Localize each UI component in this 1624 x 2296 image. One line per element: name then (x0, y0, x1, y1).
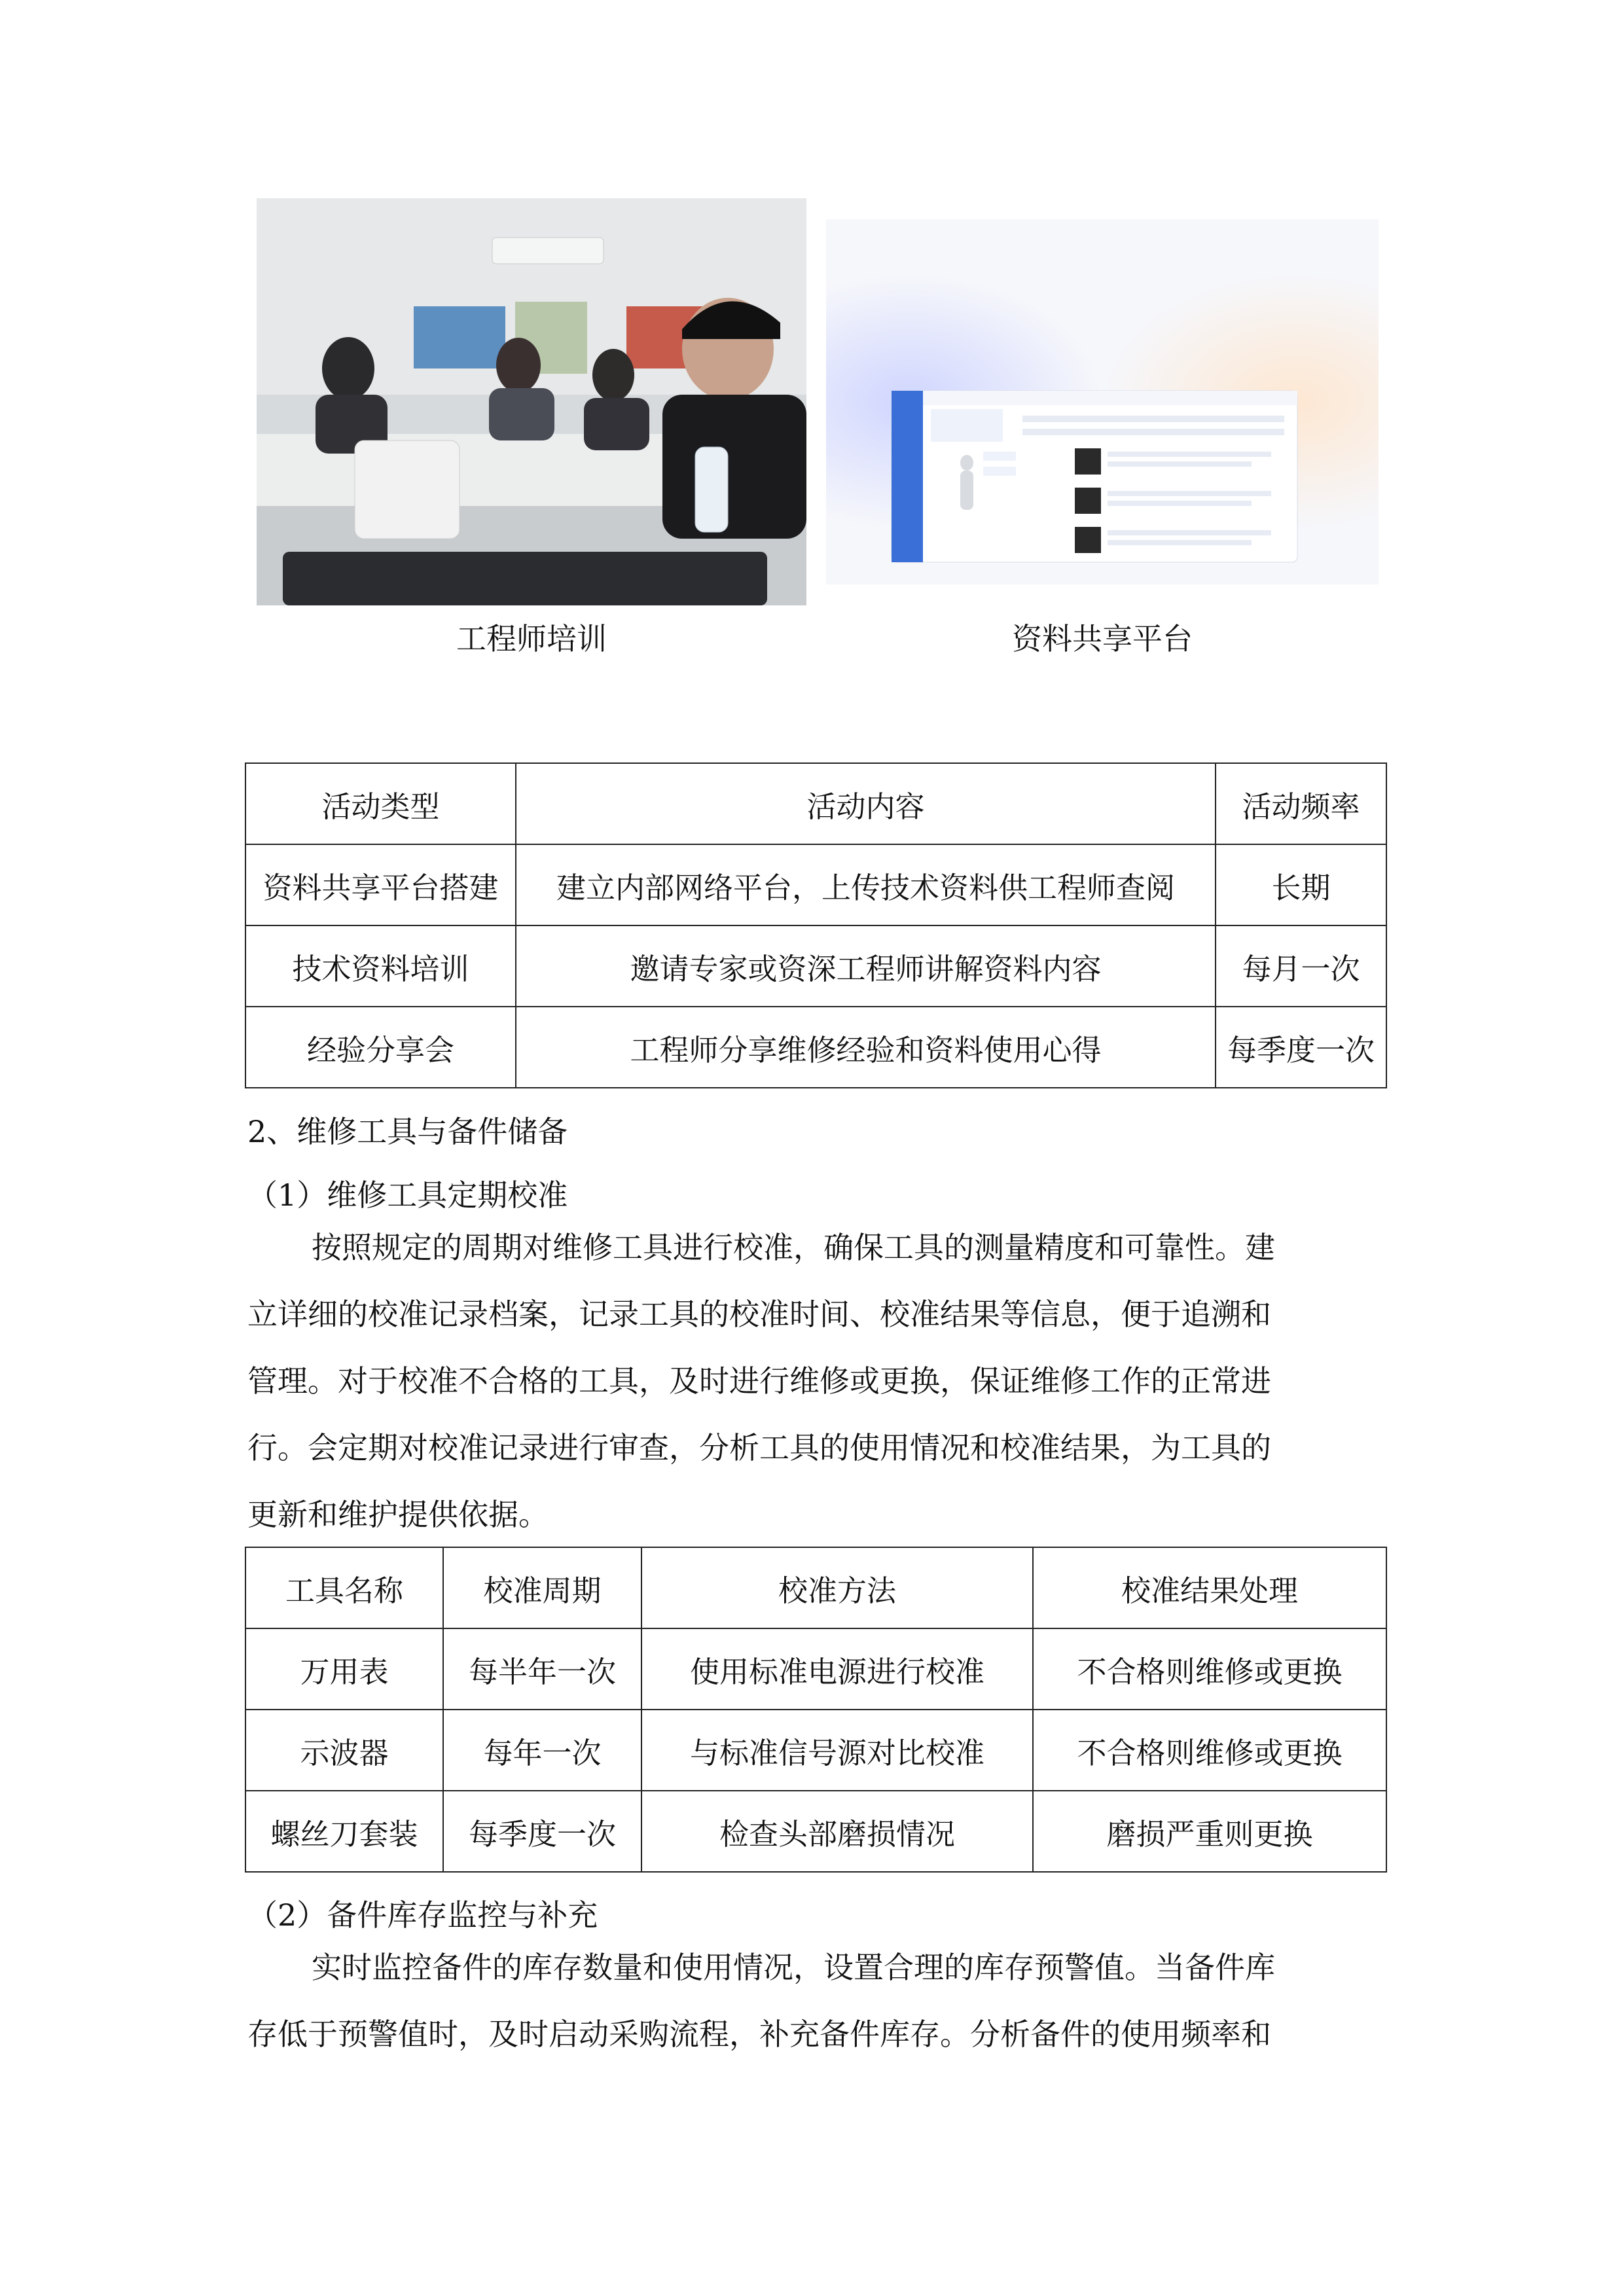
table-cell: 每月一次 (1216, 925, 1386, 1007)
subsection-heading: （1）维修工具定期校准 (247, 1177, 568, 1213)
table-row (245, 925, 1386, 1007)
paragraph-line: 行。会定期对校准记录进行审查，分析工具的使用情况和校准结果，为工具的 (247, 1430, 1271, 1465)
table-header-cell: 活动内容 (516, 763, 1216, 844)
table-cell: 经验分享会 (245, 1007, 516, 1088)
table-header-cell: 校准方法 (641, 1547, 1033, 1628)
activity-table (245, 762, 1387, 1088)
table-cell: 邀请专家或资深工程师讲解资料内容 (516, 925, 1216, 1007)
table-cell: 与标准信号源对比校准 (641, 1710, 1033, 1791)
table-header-cell: 活动频率 (1216, 763, 1386, 844)
table-row (245, 1791, 1386, 1872)
table-cell: 资料共享平台搭建 (245, 844, 516, 925)
section-heading: 2、维修工具与备件储备 (247, 1114, 568, 1149)
paragraph-line: 管理。对于校准不合格的工具，及时进行维修或更换，保证维修工作的正常进 (247, 1363, 1271, 1399)
table-cell: 建立内部网络平台，上传技术资料供工程师查阅 (516, 844, 1216, 925)
paragraph-line: 存低于预警值时，及时启动采购流程，补充备件库存。分析备件的使用频率和 (247, 2017, 1271, 2052)
table-cell: 磨损严重则更换 (1033, 1791, 1386, 1872)
paragraph-line: 按照规定的周期对维修工具进行校准，确保工具的测量精度和可靠性。建 (312, 1230, 1275, 1265)
subsection-heading: （2）备件库存监控与补充 (247, 1897, 598, 1933)
table-cell: 每季度一次 (1216, 1007, 1386, 1088)
table-cell: 万用表 (245, 1628, 443, 1710)
table-header-cell: 校准周期 (443, 1547, 641, 1628)
table-header-cell: 校准结果处理 (1033, 1547, 1386, 1628)
table-cell: 技术资料培训 (245, 925, 516, 1007)
calibration-table (245, 1547, 1387, 1873)
table-cell: 检查头部磨损情况 (641, 1791, 1033, 1872)
table-row (245, 1628, 1386, 1710)
table-cell: 不合格则维修或更换 (1033, 1628, 1386, 1710)
table-cell: 螺丝刀套装 (245, 1791, 443, 1872)
table-cell: 长期 (1216, 844, 1386, 925)
table-cell: 每半年一次 (443, 1628, 641, 1710)
table-cell: 每季度一次 (443, 1791, 641, 1872)
table-cell: 使用标准电源进行校准 (641, 1628, 1033, 1710)
paragraph (247, 1214, 1386, 1548)
platform-caption: 资料共享平台 (1012, 621, 1193, 656)
table-row (245, 844, 1386, 925)
table-header-row (245, 763, 1386, 844)
table-cell: 每年一次 (443, 1710, 641, 1791)
table-header-row (245, 1547, 1386, 1628)
paragraph (247, 1934, 1386, 2068)
paragraph-line: 实时监控备件的库存数量和使用情况，设置合理的库存预警值。当备件库 (312, 1950, 1275, 1985)
paragraph-line: 立详细的校准记录档案，记录工具的校准时间、校准结果等信息，便于追溯和 (247, 1297, 1271, 1332)
table-row (245, 1007, 1386, 1088)
table-cell: 不合格则维修或更换 (1033, 1710, 1386, 1791)
training-photo (257, 198, 806, 605)
paragraph-line: 更新和维护提供依据。 (247, 1497, 549, 1532)
platform-screenshot (826, 219, 1379, 584)
table-header-cell: 活动类型 (245, 763, 516, 844)
table-cell: 工程师分享维修经验和资料使用心得 (516, 1007, 1216, 1088)
table-cell: 示波器 (245, 1710, 443, 1791)
table-header-cell: 工具名称 (245, 1547, 443, 1628)
table-row (245, 1710, 1386, 1791)
training-caption: 工程师培训 (456, 621, 607, 656)
